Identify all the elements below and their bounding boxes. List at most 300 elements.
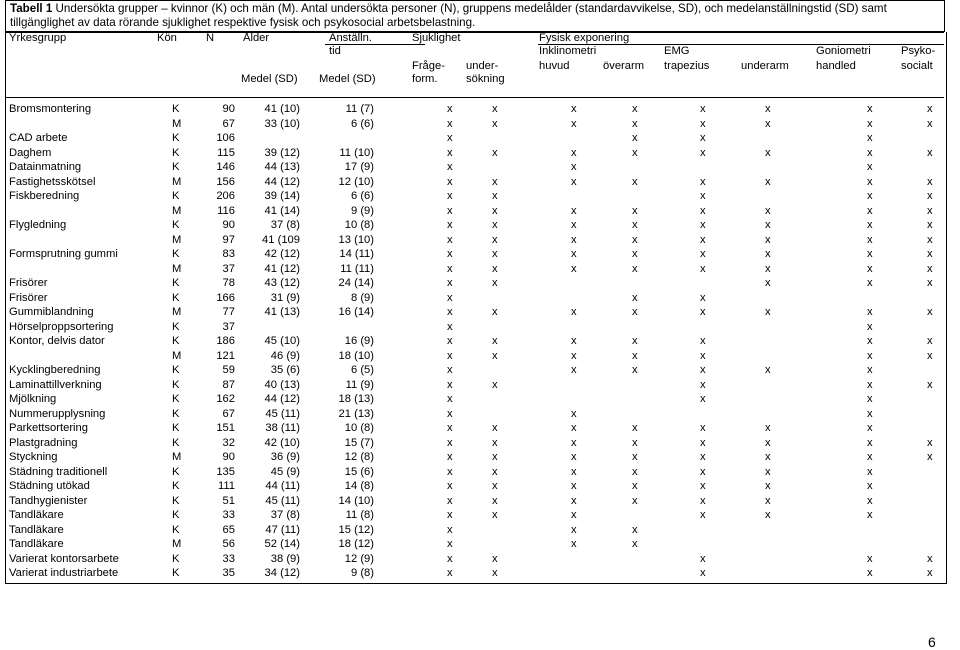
cell-frageform: x — [447, 190, 453, 202]
cell-kon: K — [172, 494, 180, 507]
cell-overarm: x — [632, 523, 638, 536]
cell-kon: K — [172, 407, 180, 420]
cell-handled: x — [867, 248, 873, 260]
cell-huvud: x — [571, 262, 577, 275]
cell-handled: x — [867, 219, 873, 231]
header-overarm: överarm — [603, 60, 645, 72]
header-under-1: under- — [466, 60, 499, 72]
cell-anstallning: 9 (9) — [350, 204, 374, 217]
cell-frageform: x — [447, 233, 453, 246]
data-table — [5, 32, 947, 584]
cell-anstallning: 10 (8) — [344, 219, 374, 231]
header-psyko-1: Psyko- — [901, 45, 936, 57]
cell-psykosocialt: x — [927, 103, 933, 115]
cell-trapezius: x — [700, 349, 706, 362]
cell-alder: 45 (11) — [265, 494, 300, 507]
cell-underarm: x — [765, 451, 771, 463]
header-underarm: underarm — [741, 60, 789, 72]
cell-handled: x — [867, 306, 873, 318]
cell-handled: x — [867, 320, 873, 333]
cell-overarm: x — [632, 465, 638, 478]
cell-undersokning: x — [492, 349, 498, 362]
cell-huvud: x — [571, 335, 577, 347]
cell-alder: 37 (8) — [270, 509, 300, 521]
cell-kon: K — [172, 480, 180, 492]
cell-psykosocialt: x — [927, 567, 933, 579]
cell-trapezius: x — [700, 306, 706, 318]
cell-anstallning: 14 (10) — [338, 494, 374, 507]
cell-frageform: x — [447, 175, 453, 188]
cell-anstallning: 6 (6) — [350, 190, 374, 202]
cell-huvud: x — [571, 204, 577, 217]
cell-alder: 43 (12) — [264, 277, 300, 289]
cell-huvud: x — [571, 509, 577, 521]
header-fysisk: Fysisk exponering — [539, 32, 630, 44]
cell-undersokning: x — [492, 219, 498, 231]
cell-overarm: x — [632, 480, 638, 492]
cell-overarm: x — [632, 146, 638, 159]
cell-underarm: x — [765, 494, 771, 507]
cell-underarm: x — [765, 465, 771, 478]
cell-n: 51 — [222, 494, 235, 507]
header-emg: EMG — [664, 45, 690, 57]
table-row — [6, 363, 946, 378]
cell-handled: x — [867, 161, 873, 173]
cell-huvud: x — [571, 349, 577, 362]
cell-underarm: x — [765, 422, 771, 434]
cell-trapezius: x — [700, 335, 706, 347]
cell-frageform: x — [447, 436, 453, 449]
cell-frageform: x — [447, 480, 453, 492]
cell-yrkesgrupp: Tandläkare — [9, 509, 64, 521]
cell-anstallning: 11 (7) — [345, 103, 374, 115]
cell-overarm: x — [632, 436, 638, 449]
cell-kon: K — [172, 277, 180, 289]
cell-huvud: x — [571, 219, 577, 231]
cell-handled: x — [867, 103, 873, 115]
cell-kon: M — [172, 306, 182, 318]
table-row — [6, 175, 946, 190]
table-row — [6, 102, 946, 117]
table-row — [6, 218, 946, 233]
header-frageform-2: form. — [412, 73, 438, 85]
table-caption-text: Undersökta grupper – kvinnor (K) och män (M). Antal undersökta personer (N), gruppens medelålder (standardavvikelse, SD), och medelanställningstid (SD) samt tillgänglighet av data rörande sjuklighet respektive fysisk och psykosocial arbetsbelastning. — [10, 2, 887, 29]
cell-psykosocialt: x — [927, 378, 933, 391]
cell-yrkesgrupp: Daghem — [9, 146, 52, 159]
cell-frageform: x — [447, 364, 453, 376]
cell-handled: x — [867, 233, 873, 246]
cell-undersokning: x — [492, 306, 498, 318]
table-row — [6, 566, 946, 581]
cell-yrkesgrupp: CAD arbete — [9, 132, 68, 144]
cell-alder: 41 (14) — [264, 204, 300, 217]
cell-psykosocialt: x — [927, 248, 933, 260]
cell-trapezius: x — [700, 494, 706, 507]
cell-n: 56 — [222, 538, 235, 550]
cell-undersokning: x — [492, 378, 498, 391]
cell-trapezius: x — [700, 117, 706, 130]
cell-anstallning: 15 (7) — [344, 436, 374, 449]
table-row — [6, 378, 946, 393]
cell-n: 90 — [222, 451, 235, 463]
cell-undersokning: x — [492, 277, 498, 289]
cell-kon: K — [172, 523, 180, 536]
cell-anstallning: 14 (8) — [344, 480, 374, 492]
cell-anstallning: 15 (12) — [338, 523, 374, 536]
cell-undersokning: x — [492, 175, 498, 188]
cell-n: 106 — [216, 132, 235, 144]
table-row — [6, 508, 946, 523]
header-n: N — [206, 32, 215, 44]
cell-n: 35 — [222, 567, 235, 579]
cell-handled: x — [867, 175, 873, 188]
cell-underarm: x — [765, 146, 771, 159]
cell-anstallning: 11 (10) — [339, 146, 374, 159]
cell-underarm: x — [765, 364, 771, 376]
cell-handled: x — [867, 132, 873, 144]
cell-kon: M — [172, 262, 182, 275]
cell-anstallning: 13 (10) — [338, 233, 374, 246]
cell-yrkesgrupp: Flygledning — [9, 219, 67, 231]
cell-trapezius: x — [700, 465, 706, 478]
header-sjuklighet: Sjuklighet — [412, 32, 461, 44]
cell-undersokning: x — [492, 117, 498, 130]
cell-handled: x — [867, 262, 873, 275]
cell-anstallning: 16 (9) — [344, 335, 374, 347]
cell-handled: x — [867, 378, 873, 391]
cell-kon: M — [172, 538, 182, 550]
cell-trapezius: x — [700, 422, 706, 434]
table-row — [6, 436, 946, 451]
table-row — [6, 160, 946, 175]
cell-undersokning: x — [492, 190, 498, 202]
cell-huvud: x — [571, 364, 577, 376]
cell-underarm: x — [765, 233, 771, 246]
cell-psykosocialt: x — [927, 190, 933, 202]
cell-anstallning: 6 (5) — [350, 364, 374, 376]
cell-undersokning: x — [492, 248, 498, 260]
cell-alder: 41 (109 — [262, 233, 300, 246]
cell-n: 90 — [222, 219, 235, 231]
cell-n: 166 — [216, 291, 235, 304]
cell-kon: M — [172, 175, 182, 188]
cell-handled: x — [867, 552, 873, 565]
cell-overarm: x — [632, 422, 638, 434]
cell-trapezius: x — [700, 509, 706, 521]
cell-handled: x — [867, 277, 873, 289]
cell-yrkesgrupp: Fiskberedning — [9, 190, 80, 202]
cell-psykosocialt: x — [927, 552, 933, 565]
table-caption — [5, 0, 945, 32]
cell-psykosocialt: x — [927, 306, 933, 318]
cell-alder: 42 (12) — [264, 248, 300, 260]
cell-kon: K — [172, 436, 180, 449]
table-row — [6, 537, 946, 552]
cell-trapezius: x — [700, 190, 706, 202]
table-row — [6, 291, 946, 306]
cell-anstallning: 16 (14) — [338, 306, 374, 318]
cell-anstallning: 11 (9) — [345, 378, 374, 391]
header-under-2: sökning — [466, 73, 505, 85]
cell-trapezius: x — [700, 233, 706, 246]
cell-kon: K — [172, 291, 180, 304]
cell-anstallning: 18 (12) — [338, 538, 374, 550]
header-trapezius: trapezius — [664, 60, 710, 72]
cell-n: 67 — [222, 407, 235, 420]
cell-kon: K — [172, 320, 180, 333]
cell-handled: x — [867, 509, 873, 521]
cell-alder: 33 (10) — [264, 117, 300, 130]
header-alder-sd: Medel (SD) — [241, 73, 298, 85]
cell-overarm: x — [632, 233, 638, 246]
cell-psykosocialt: x — [927, 175, 933, 188]
header-anstalln: Anställn. — [329, 32, 372, 44]
cell-kon: K — [172, 552, 180, 565]
cell-n: 33 — [222, 552, 235, 565]
cell-anstallning: 15 (6) — [344, 465, 374, 478]
cell-alder: 41 (10) — [264, 103, 300, 115]
cell-trapezius: x — [700, 146, 706, 159]
cell-psykosocialt: x — [927, 277, 933, 289]
cell-overarm: x — [632, 335, 638, 347]
cell-overarm: x — [632, 219, 638, 231]
cell-yrkesgrupp: Formsprutning gummi — [9, 248, 118, 260]
cell-n: 83 — [222, 248, 235, 260]
cell-yrkesgrupp: Frisörer — [9, 277, 48, 289]
cell-psykosocialt: x — [927, 117, 933, 130]
cell-n: 32 — [222, 436, 235, 449]
cell-handled: x — [867, 364, 873, 376]
cell-frageform: x — [447, 262, 453, 275]
cell-anstallning: 18 (13) — [338, 393, 374, 405]
cell-frageform: x — [447, 219, 453, 231]
cell-yrkesgrupp: Varierat industriarbete — [9, 567, 119, 579]
cell-handled: x — [867, 190, 873, 202]
cell-handled: x — [867, 436, 873, 449]
cell-alder: 31 (9) — [270, 291, 300, 304]
table-row — [6, 494, 946, 509]
cell-yrkesgrupp: Tandläkare — [9, 523, 64, 536]
cell-anstallning: 24 (14) — [338, 277, 374, 289]
header-huvud: huvud — [539, 60, 570, 72]
header-tid-sd: Medel (SD) — [319, 73, 376, 85]
cell-trapezius: x — [700, 567, 706, 579]
cell-trapezius: x — [700, 393, 706, 405]
cell-handled: x — [867, 567, 873, 579]
cell-alder: 45 (10) — [264, 335, 300, 347]
cell-huvud: x — [571, 436, 577, 449]
cell-huvud: x — [571, 494, 577, 507]
table-label: Tabell 1 — [10, 2, 53, 15]
cell-yrkesgrupp: Mjölkning — [9, 393, 57, 405]
table-row — [6, 117, 946, 132]
cell-frageform: x — [447, 349, 453, 362]
cell-n: 90 — [222, 103, 235, 115]
cell-underarm: x — [765, 175, 771, 188]
cell-alder: 41 (12) — [264, 262, 300, 275]
cell-underarm: x — [765, 117, 771, 130]
cell-frageform: x — [447, 146, 453, 159]
cell-kon: K — [172, 132, 180, 144]
cell-huvud: x — [571, 538, 577, 550]
cell-kon: K — [172, 422, 180, 434]
table-row — [6, 421, 946, 436]
cell-trapezius: x — [700, 262, 706, 275]
cell-frageform: x — [447, 335, 453, 347]
cell-overarm: x — [632, 262, 638, 275]
cell-kon: K — [172, 465, 180, 478]
table-row — [6, 204, 946, 219]
cell-overarm: x — [632, 132, 638, 144]
cell-kon: K — [172, 335, 180, 347]
cell-frageform: x — [447, 204, 453, 217]
cell-overarm: x — [632, 349, 638, 362]
cell-alder: 45 (9) — [270, 465, 300, 478]
cell-yrkesgrupp: Tandläkare — [9, 538, 64, 550]
table-row — [6, 262, 946, 277]
cell-n: 65 — [222, 523, 235, 536]
cell-undersokning: x — [492, 465, 498, 478]
cell-alder: 35 (6) — [270, 364, 300, 376]
cell-alder: 39 (14) — [264, 190, 300, 202]
cell-anstallning: 18 (10) — [338, 349, 374, 362]
cell-alder: 42 (10) — [264, 436, 300, 449]
cell-huvud: x — [571, 407, 577, 420]
cell-underarm: x — [765, 509, 771, 521]
cell-yrkesgrupp: Laminattillverkning — [9, 378, 102, 391]
cell-kon: K — [172, 190, 180, 202]
cell-huvud: x — [571, 523, 577, 536]
cell-psykosocialt: x — [927, 233, 933, 246]
cell-undersokning: x — [492, 567, 498, 579]
cell-handled: x — [867, 393, 873, 405]
cell-frageform: x — [447, 291, 453, 304]
header-kon: Kön — [157, 32, 177, 44]
table-header — [6, 32, 946, 98]
cell-trapezius: x — [700, 132, 706, 144]
cell-alder: 45 (11) — [265, 407, 300, 420]
header-inklinometri: Inklinometri — [539, 45, 597, 57]
cell-psykosocialt: x — [927, 146, 933, 159]
cell-huvud: x — [571, 161, 577, 173]
cell-yrkesgrupp: Fastighetsskötsel — [9, 175, 96, 188]
cell-huvud: x — [571, 103, 577, 115]
table-row — [6, 247, 946, 262]
cell-handled: x — [867, 349, 873, 362]
table-row — [6, 276, 946, 291]
cell-kon: M — [172, 204, 182, 217]
cell-overarm: x — [632, 248, 638, 260]
cell-trapezius: x — [700, 480, 706, 492]
cell-n: 135 — [216, 465, 235, 478]
header-tid: tid — [329, 45, 341, 57]
cell-n: 151 — [216, 422, 235, 434]
cell-undersokning: x — [492, 262, 498, 275]
cell-n: 37 — [222, 262, 235, 275]
cell-psykosocialt: x — [927, 204, 933, 217]
cell-trapezius: x — [700, 204, 706, 217]
cell-n: 116 — [217, 204, 235, 217]
cell-kon: K — [172, 509, 180, 521]
cell-overarm: x — [632, 494, 638, 507]
cell-frageform: x — [447, 422, 453, 434]
cell-alder: 37 (8) — [270, 219, 300, 231]
cell-yrkesgrupp: Städning traditionell — [9, 465, 108, 478]
cell-psykosocialt: x — [927, 436, 933, 449]
cell-huvud: x — [571, 422, 577, 434]
table-row — [6, 189, 946, 204]
table-body — [6, 98, 946, 583]
table-row — [6, 131, 946, 146]
table-row — [6, 349, 946, 364]
cell-frageform: x — [447, 320, 453, 333]
cell-alder: 44 (12) — [264, 393, 300, 405]
cell-trapezius: x — [700, 291, 706, 304]
cell-huvud: x — [571, 480, 577, 492]
cell-undersokning: x — [492, 103, 498, 115]
cell-huvud: x — [571, 233, 577, 246]
cell-frageform: x — [447, 161, 453, 173]
cell-alder: 44 (13) — [264, 161, 300, 173]
cell-n: 78 — [222, 277, 235, 289]
cell-n: 156 — [216, 175, 235, 188]
cell-overarm: x — [632, 364, 638, 376]
cell-huvud: x — [571, 117, 577, 130]
cell-alder: 41 (13) — [264, 306, 300, 318]
cell-alder: 34 (12) — [264, 567, 300, 579]
cell-yrkesgrupp: Bromsmontering — [9, 103, 92, 115]
cell-frageform: x — [447, 407, 453, 420]
cell-handled: x — [867, 335, 873, 347]
cell-undersokning: x — [492, 233, 498, 246]
cell-anstallning: 14 (11) — [339, 248, 374, 260]
cell-n: 37 — [222, 320, 235, 333]
cell-overarm: x — [632, 175, 638, 188]
cell-yrkesgrupp: Kontor, delvis dator — [9, 335, 105, 347]
cell-alder: 46 (9) — [270, 349, 300, 362]
cell-frageform: x — [447, 378, 453, 391]
cell-undersokning: x — [492, 552, 498, 565]
cell-anstallning: 12 (10) — [338, 175, 374, 188]
cell-anstallning: 12 (9) — [344, 552, 374, 565]
cell-underarm: x — [765, 204, 771, 217]
cell-overarm: x — [632, 291, 638, 304]
cell-underarm: x — [765, 219, 771, 231]
cell-kon: K — [172, 364, 180, 376]
cell-huvud: x — [571, 175, 577, 188]
cell-huvud: x — [571, 248, 577, 260]
cell-trapezius: x — [700, 378, 706, 391]
cell-anstallning: 11 (11) — [340, 262, 374, 275]
cell-n: 206 — [216, 190, 235, 202]
cell-n: 121 — [216, 349, 235, 362]
cell-frageform: x — [447, 523, 453, 536]
cell-trapezius: x — [700, 451, 706, 463]
cell-underarm: x — [765, 480, 771, 492]
cell-frageform: x — [447, 451, 453, 463]
cell-yrkesgrupp: Nummerupplysning — [9, 407, 106, 420]
cell-kon: K — [172, 378, 180, 391]
cell-undersokning: x — [492, 204, 498, 217]
cell-psykosocialt: x — [927, 262, 933, 275]
cell-kon: K — [172, 248, 180, 260]
cell-overarm: x — [632, 538, 638, 550]
cell-undersokning: x — [492, 509, 498, 521]
cell-huvud: x — [571, 306, 577, 318]
table-row — [6, 305, 946, 320]
cell-anstallning: 21 (13) — [338, 407, 374, 420]
cell-n: 111 — [217, 480, 235, 492]
